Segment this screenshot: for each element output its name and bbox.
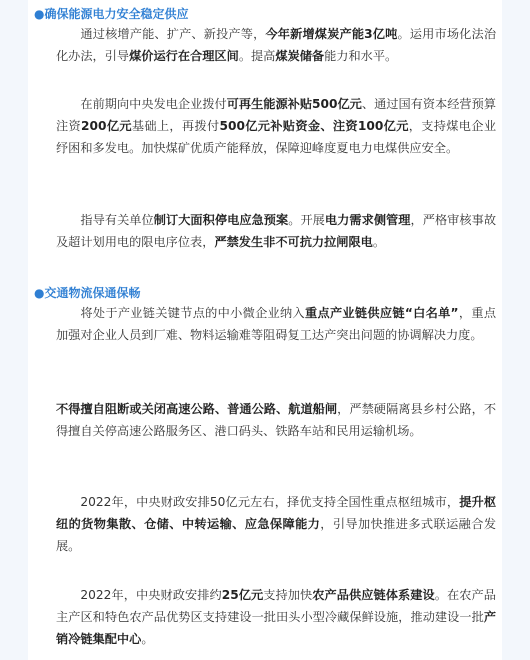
section-title-logistics: ●交通物流保通保畅 <box>34 286 141 300</box>
text-segment: ，引导加快推进多式联运融合发展。 <box>56 517 497 553</box>
bold-text-segment: 电力需求侧管理 <box>324 213 411 227</box>
bold-text-segment: 重点产业链供应链“白名单” <box>305 306 459 320</box>
paragraph <box>56 491 496 557</box>
section-title-energy: ●确保能源电力安全稳定供应 <box>34 7 189 21</box>
paragraph <box>56 209 496 253</box>
bold-text-segment: 煤炭储备 <box>275 49 325 63</box>
text-segment: 。 <box>372 235 386 249</box>
text-segment: 。在农产品主产区和特色农产品优势区支持建设一批田头小型冷藏保鲜设施，推动建设一批 <box>56 588 496 624</box>
bold-text-segment: 500亿元补贴资金、注资100亿元 <box>219 119 409 133</box>
text-segment: 支持加快 <box>263 588 313 602</box>
text-segment: 。 <box>141 632 154 646</box>
text-segment: 。提高 <box>238 49 276 63</box>
text-segment: 、通过国有资本经营预算注资 <box>56 97 497 133</box>
text-segment: ，严格审核事故及超计划用电的限电序位表， <box>56 213 497 249</box>
bold-text-segment: 不得擅自阻断或关闭高速公路、普通公路、航道船闸 <box>56 402 338 416</box>
text-segment: 基础上，再拨付 <box>131 119 220 133</box>
bold-text-segment: 今年新增煤炭产能3亿吨 <box>265 27 398 41</box>
paragraph <box>56 23 496 67</box>
bold-text-segment: 制订大面积停电应急预案 <box>153 213 289 227</box>
paragraph <box>56 398 496 442</box>
bold-text-segment: 严禁发生非不可抗力拉闸限电 <box>214 235 373 249</box>
paragraph <box>56 302 496 346</box>
text-segment: ，严禁硬隔离县乡村公路，不得擅自关停高速公路服务区、港口码头、铁路车站和民用运输机场。 <box>56 402 497 438</box>
bold-text-segment: 煤价运行在合理区间 <box>129 49 239 63</box>
text-segment: 将处于产业链关键节点的中小微企业纳入 <box>80 306 305 320</box>
paragraph <box>56 584 496 650</box>
text-segment: 指导有关单位 <box>80 213 154 227</box>
bold-text-segment: 25亿元 <box>221 588 264 602</box>
bold-text-segment: 200亿元 <box>81 119 132 133</box>
paragraph <box>56 93 496 159</box>
text-segment: ，重点加强对企业人员到厂难、物料运输难等阻碍复工达产突出问题的协调解决力度。 <box>56 306 497 342</box>
text-segment: 2022年，中央财政安排约 <box>80 588 222 602</box>
bold-text-segment: 可再生能源补贴500亿元 <box>226 97 362 111</box>
article-card <box>28 0 502 660</box>
bold-text-segment: 产销冷链集配中心 <box>56 610 496 646</box>
text-segment: 。开展 <box>288 213 325 227</box>
bold-text-segment: 农产品供应链体系建设 <box>312 588 435 602</box>
text-segment: 在前期向中央发电企业拨付 <box>80 97 227 111</box>
text-segment: 。运用市场化法治化办法，引导 <box>56 27 497 63</box>
text-segment: 能力和水平。 <box>324 49 398 63</box>
text-segment: ，支持煤电企业纾困和多发电。加快煤矿优质产能释放，保障迎峰度夏电力电煤供应安全。 <box>56 119 497 155</box>
bold-text-segment: 提升枢纽的货物集散、仓储、中转运输、应急保障能力 <box>56 495 497 531</box>
text-segment: 2022年，中央财政安排50亿元左右，择优支持全国性重点枢纽城市， <box>80 495 460 509</box>
text-segment: 通过核增产能、扩产、新投产等， <box>80 27 266 41</box>
